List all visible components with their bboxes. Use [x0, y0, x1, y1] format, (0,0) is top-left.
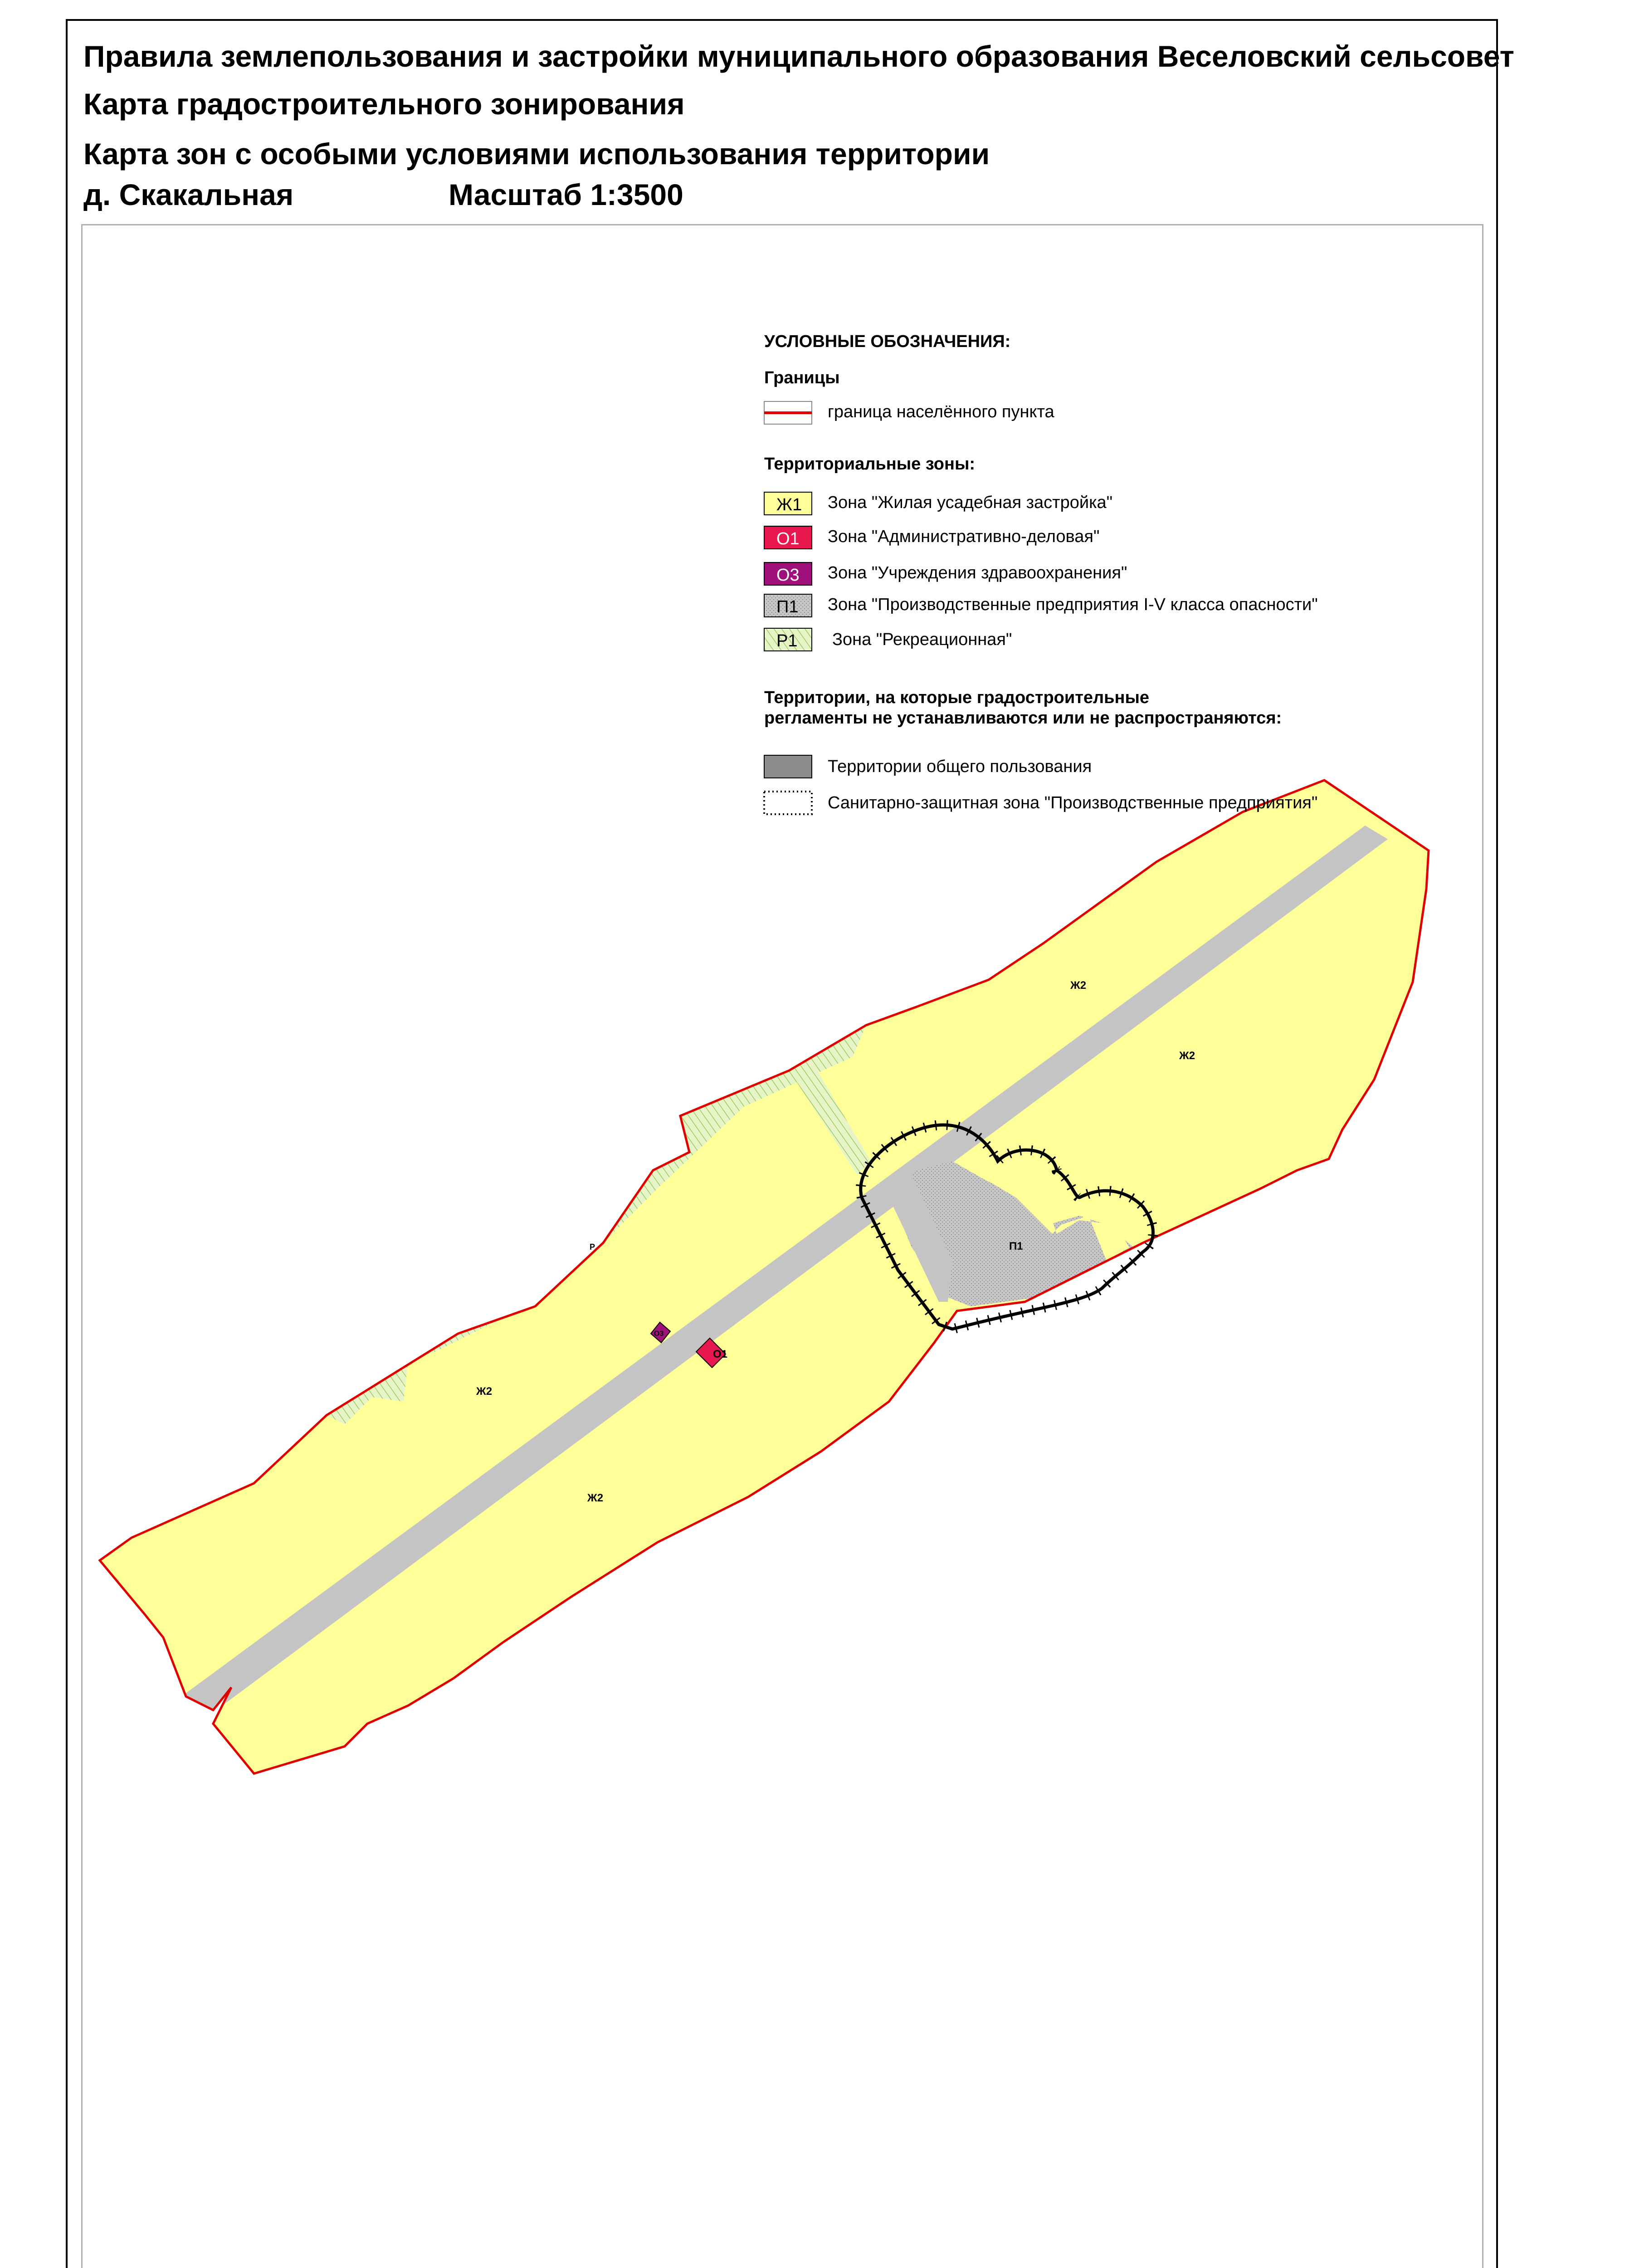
title-zoning-map: Карта градостроительного зонирования	[83, 87, 685, 121]
legend-borders-head: Границы	[764, 368, 840, 387]
zone-label-zh2-east: Ж2	[1179, 1050, 1195, 1062]
legend-code-p1: П1	[776, 597, 799, 616]
legend-label-public: Территории общего пользования	[828, 757, 1092, 776]
legend-code-zh1: Ж1	[776, 495, 802, 514]
legend-regs-head-2: регламенты не устанавливаются или не распространяются:	[764, 709, 1282, 728]
legend-border-label: граница населённого пункта	[828, 402, 1054, 421]
legend-regs-head-1: Территории, на которые градостроительные	[764, 688, 1150, 707]
title-special-zones: Карта зон с особыми условиями использования территории	[83, 137, 990, 171]
legend-label-o3: Зона "Учреждения здравоохранения"	[828, 563, 1127, 582]
public-road	[181, 826, 1388, 1719]
legend-code-r1: Р1	[776, 631, 798, 650]
legend	[764, 332, 1318, 814]
zone-label-zh2-north: Ж2	[1070, 979, 1087, 992]
legend-label-sanitary: Санитарно-защитная зона "Производственные предприятия"	[828, 793, 1318, 812]
legend-label-zh1: Зона "Жилая усадебная застройка"	[828, 493, 1113, 512]
title-settlement: д. Скакальная	[83, 178, 294, 211]
zone-label-p1: П1	[1009, 1240, 1023, 1252]
zone-label-o1: О1	[713, 1348, 728, 1360]
title-rules: Правила землепользования и застройки муниципального образования Веселовский сельсовет	[83, 39, 1514, 73]
zone-label-r: Р	[590, 1242, 595, 1251]
title-scale: Масштаб 1:3500	[449, 178, 683, 211]
legend-code-o1: О1	[776, 529, 800, 548]
legend-swatch-sanitary	[764, 792, 812, 814]
legend-label-o1: Зона "Административно-деловая"	[828, 527, 1100, 546]
legend-label-p1: Зона "Производственные предприятия I-V класса опасности"	[828, 595, 1318, 614]
zone-label-zh2-west: Ж2	[476, 1385, 493, 1398]
legend-swatch-public	[764, 755, 812, 778]
zone-label-zh2-south: Ж2	[587, 1492, 604, 1504]
legend-title: УСЛОВНЫЕ ОБОЗНАЧЕНИЯ:	[764, 332, 1011, 351]
zone-label-o3: О3	[654, 1330, 664, 1338]
legend-code-o3: О3	[776, 566, 800, 585]
legend-zones-head: Территориальные зоны:	[764, 455, 976, 474]
legend-label-r1: Зона "Рекреационная"	[832, 630, 1012, 649]
